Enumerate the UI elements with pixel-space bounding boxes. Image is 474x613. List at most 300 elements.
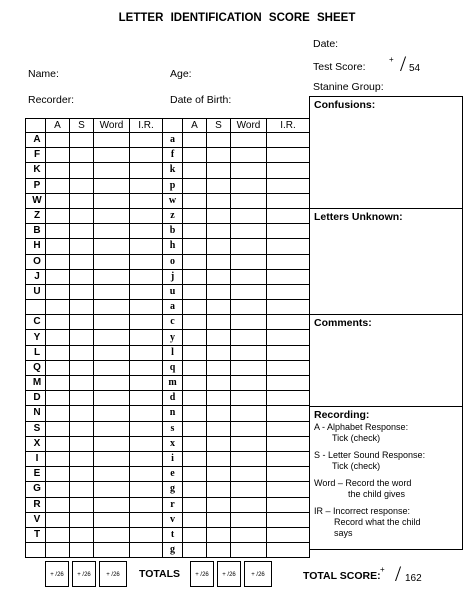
response-cell[interactable]	[94, 284, 130, 299]
response-cell[interactable]	[94, 254, 130, 269]
response-cell[interactable]	[183, 360, 207, 375]
response-cell[interactable]	[70, 482, 94, 497]
table-row	[26, 451, 310, 466]
response-cell[interactable]	[46, 421, 70, 436]
response-cell[interactable]	[130, 512, 163, 527]
uppercase-letter: O	[26, 254, 46, 269]
response-cell[interactable]	[267, 543, 310, 558]
response-cell[interactable]	[130, 315, 163, 330]
uppercase-letter: X	[26, 436, 46, 451]
uppercase-letter: V	[26, 512, 46, 527]
uppercase-letter: G	[26, 482, 46, 497]
response-cell[interactable]	[207, 512, 231, 527]
recording-box	[310, 407, 462, 547]
response-cell[interactable]	[130, 391, 163, 406]
response-cell[interactable]	[94, 497, 130, 512]
response-cell[interactable]	[183, 254, 207, 269]
response-cell[interactable]	[231, 451, 267, 466]
response-cell[interactable]	[207, 269, 231, 284]
response-cell[interactable]	[183, 239, 207, 254]
totals-label: TOTALS	[139, 568, 181, 580]
test-score-plus: +	[389, 55, 394, 64]
response-cell[interactable]	[207, 543, 231, 558]
response-cell[interactable]	[231, 376, 267, 391]
response-cell[interactable]	[46, 315, 70, 330]
response-cell[interactable]	[46, 193, 70, 208]
response-cell[interactable]	[70, 345, 94, 360]
lowercase-letter: l	[163, 345, 183, 360]
table-row	[26, 497, 310, 512]
response-cell[interactable]	[267, 148, 310, 163]
response-cell[interactable]	[94, 193, 130, 208]
response-cell[interactable]	[94, 178, 130, 193]
response-cell[interactable]	[46, 224, 70, 239]
table-row	[26, 482, 310, 497]
response-cell[interactable]	[183, 451, 207, 466]
response-cell[interactable]	[231, 193, 267, 208]
response-cell[interactable]	[70, 451, 94, 466]
response-cell[interactable]	[207, 148, 231, 163]
response-cell[interactable]	[94, 391, 130, 406]
uppercase-letter: R	[26, 497, 46, 512]
response-cell[interactable]	[46, 178, 70, 193]
lowercase-letter: k	[163, 163, 183, 178]
uppercase-letter: D	[26, 391, 46, 406]
response-cell[interactable]	[130, 193, 163, 208]
response-cell[interactable]	[231, 360, 267, 375]
response-cell[interactable]	[70, 391, 94, 406]
table-row	[26, 133, 310, 148]
response-cell[interactable]	[207, 345, 231, 360]
response-cell[interactable]	[207, 376, 231, 391]
response-cell[interactable]	[183, 467, 207, 482]
confusions-label: Confusions:	[314, 99, 376, 111]
response-cell[interactable]	[46, 269, 70, 284]
response-cell[interactable]	[183, 284, 207, 299]
response-cell[interactable]	[46, 360, 70, 375]
response-cell[interactable]	[231, 527, 267, 542]
response-cell[interactable]	[267, 224, 310, 239]
response-cell[interactable]	[94, 315, 130, 330]
response-cell[interactable]	[267, 497, 310, 512]
response-cell[interactable]	[94, 482, 130, 497]
response-cell[interactable]	[70, 330, 94, 345]
uppercase-letter	[26, 543, 46, 558]
response-cell[interactable]	[130, 269, 163, 284]
response-cell[interactable]	[207, 360, 231, 375]
response-cell[interactable]	[231, 178, 267, 193]
lowercase-letter: w	[163, 193, 183, 208]
response-cell[interactable]	[231, 239, 267, 254]
response-cell[interactable]	[130, 239, 163, 254]
response-cell[interactable]	[183, 163, 207, 178]
lowercase-letter: b	[163, 224, 183, 239]
response-cell[interactable]	[267, 315, 310, 330]
response-cell[interactable]	[231, 163, 267, 178]
response-cell[interactable]	[231, 543, 267, 558]
response-cell[interactable]	[70, 163, 94, 178]
table-row	[26, 284, 310, 299]
total-s-upper[interactable]: + /26	[72, 561, 96, 587]
response-cell[interactable]	[130, 300, 163, 315]
response-cell[interactable]	[46, 284, 70, 299]
response-cell[interactable]	[207, 436, 231, 451]
response-cell[interactable]	[130, 406, 163, 421]
response-cell[interactable]	[267, 360, 310, 375]
response-cell[interactable]	[130, 421, 163, 436]
response-cell[interactable]	[267, 406, 310, 421]
response-cell[interactable]	[70, 239, 94, 254]
response-cell[interactable]	[70, 148, 94, 163]
response-cell[interactable]	[183, 148, 207, 163]
response-cell[interactable]	[183, 406, 207, 421]
response-cell[interactable]	[207, 330, 231, 345]
response-cell[interactable]	[183, 300, 207, 315]
response-cell[interactable]	[70, 193, 94, 208]
response-cell[interactable]	[94, 330, 130, 345]
total-s-lower[interactable]: + /26	[217, 561, 241, 587]
response-cell[interactable]	[183, 269, 207, 284]
response-cell[interactable]	[46, 300, 70, 315]
recording-item: Record what the child	[334, 517, 421, 527]
response-cell[interactable]	[94, 208, 130, 223]
column-header	[163, 119, 183, 133]
response-cell[interactable]	[183, 315, 207, 330]
table-row	[26, 178, 310, 193]
response-cell[interactable]	[70, 543, 94, 558]
response-cell[interactable]	[94, 467, 130, 482]
response-cell[interactable]	[267, 193, 310, 208]
response-cell[interactable]	[70, 512, 94, 527]
total-word-upper[interactable]: + /26	[99, 561, 127, 587]
response-cell[interactable]	[207, 482, 231, 497]
response-cell[interactable]	[207, 208, 231, 223]
response-cell[interactable]	[207, 451, 231, 466]
response-cell[interactable]	[94, 421, 130, 436]
response-cell[interactable]	[46, 376, 70, 391]
response-cell[interactable]	[267, 527, 310, 542]
lowercase-letter: n	[163, 406, 183, 421]
response-cell[interactable]	[207, 224, 231, 239]
table-row	[26, 269, 310, 284]
column-header: S	[207, 119, 231, 133]
response-cell[interactable]	[46, 239, 70, 254]
response-cell[interactable]	[94, 512, 130, 527]
response-cell[interactable]	[70, 254, 94, 269]
response-cell[interactable]	[267, 300, 310, 315]
table-row	[26, 300, 310, 315]
response-cell[interactable]	[46, 163, 70, 178]
response-cell[interactable]	[46, 148, 70, 163]
response-cell[interactable]	[130, 467, 163, 482]
lowercase-letter: s	[163, 421, 183, 436]
response-cell[interactable]	[231, 254, 267, 269]
response-cell[interactable]	[46, 527, 70, 542]
totals-row	[0, 561, 474, 589]
response-cell[interactable]	[46, 436, 70, 451]
response-cell[interactable]	[46, 406, 70, 421]
response-cell[interactable]	[130, 543, 163, 558]
response-cell[interactable]	[94, 133, 130, 148]
response-cell[interactable]	[267, 239, 310, 254]
uppercase-letter: E	[26, 467, 46, 482]
column-header: A	[183, 119, 207, 133]
response-cell[interactable]	[130, 376, 163, 391]
response-cell[interactable]	[46, 543, 70, 558]
response-cell[interactable]	[130, 254, 163, 269]
response-cell[interactable]	[231, 148, 267, 163]
response-cell[interactable]	[267, 512, 310, 527]
table-row	[26, 208, 310, 223]
response-cell[interactable]	[183, 224, 207, 239]
response-cell[interactable]	[130, 178, 163, 193]
response-cell[interactable]	[231, 224, 267, 239]
response-cell[interactable]	[70, 315, 94, 330]
response-cell[interactable]	[183, 527, 207, 542]
response-cell[interactable]	[94, 436, 130, 451]
response-cell[interactable]	[46, 512, 70, 527]
response-cell[interactable]	[231, 300, 267, 315]
response-cell[interactable]	[207, 284, 231, 299]
response-cell[interactable]	[70, 421, 94, 436]
response-cell[interactable]	[231, 330, 267, 345]
table-row	[26, 512, 310, 527]
response-cell[interactable]	[130, 133, 163, 148]
response-cell[interactable]	[46, 391, 70, 406]
response-cell[interactable]	[231, 133, 267, 148]
response-cell[interactable]	[46, 497, 70, 512]
response-cell[interactable]	[183, 376, 207, 391]
response-cell[interactable]	[231, 391, 267, 406]
response-cell[interactable]	[70, 360, 94, 375]
response-cell[interactable]	[130, 148, 163, 163]
response-cell[interactable]	[70, 208, 94, 223]
uppercase-letter: W	[26, 193, 46, 208]
response-cell[interactable]	[183, 543, 207, 558]
response-cell[interactable]	[183, 421, 207, 436]
total-word-lower[interactable]: + /26	[244, 561, 272, 587]
response-cell[interactable]	[94, 163, 130, 178]
response-cell[interactable]	[94, 300, 130, 315]
response-cell[interactable]	[183, 133, 207, 148]
dob-label: Date of Birth:	[170, 94, 232, 106]
response-cell[interactable]	[267, 178, 310, 193]
lowercase-letter: r	[163, 497, 183, 512]
recording-item: Word – Record the word	[314, 478, 412, 488]
response-cell[interactable]	[130, 482, 163, 497]
response-cell[interactable]	[183, 178, 207, 193]
response-cell[interactable]	[231, 208, 267, 223]
response-cell[interactable]	[130, 163, 163, 178]
response-cell[interactable]	[231, 269, 267, 284]
response-cell[interactable]	[46, 345, 70, 360]
table-row	[26, 467, 310, 482]
response-cell[interactable]	[183, 512, 207, 527]
table-row	[26, 543, 310, 558]
table-row	[26, 163, 310, 178]
response-cell[interactable]	[207, 406, 231, 421]
response-cell[interactable]	[130, 330, 163, 345]
response-cell[interactable]	[267, 391, 310, 406]
response-cell[interactable]	[267, 284, 310, 299]
response-cell[interactable]	[231, 345, 267, 360]
total-a-lower[interactable]: + /26	[190, 561, 214, 587]
response-cell[interactable]	[70, 467, 94, 482]
uppercase-letter: F	[26, 148, 46, 163]
response-cell[interactable]	[94, 148, 130, 163]
notes-column	[309, 96, 463, 550]
response-cell[interactable]	[267, 421, 310, 436]
response-cell[interactable]	[207, 497, 231, 512]
comments-label: Comments:	[314, 317, 372, 329]
response-cell[interactable]	[70, 133, 94, 148]
response-cell[interactable]	[94, 239, 130, 254]
response-cell[interactable]	[130, 497, 163, 512]
table-row	[26, 391, 310, 406]
response-cell[interactable]	[46, 254, 70, 269]
lowercase-letter: j	[163, 269, 183, 284]
response-cell[interactable]	[130, 284, 163, 299]
response-cell[interactable]	[231, 497, 267, 512]
lowercase-letter: a	[163, 133, 183, 148]
response-cell[interactable]	[267, 163, 310, 178]
response-cell[interactable]	[183, 208, 207, 223]
uppercase-letter: Q	[26, 360, 46, 375]
response-cell[interactable]	[231, 436, 267, 451]
response-cell[interactable]	[70, 497, 94, 512]
total-score-plus: +	[380, 565, 385, 574]
lowercase-letter: g	[163, 543, 183, 558]
response-cell[interactable]	[94, 269, 130, 284]
recording-item: S - Letter Sound Response:	[314, 450, 426, 460]
response-cell[interactable]	[207, 239, 231, 254]
response-cell[interactable]	[46, 330, 70, 345]
response-cell[interactable]	[267, 482, 310, 497]
confusions-box[interactable]	[310, 97, 462, 209]
column-header: A	[46, 119, 70, 133]
uppercase-letter: S	[26, 421, 46, 436]
response-cell[interactable]	[267, 376, 310, 391]
response-cell[interactable]	[267, 345, 310, 360]
response-cell[interactable]	[46, 451, 70, 466]
response-cell[interactable]	[207, 178, 231, 193]
response-cell[interactable]	[130, 224, 163, 239]
response-cell[interactable]	[183, 193, 207, 208]
response-cell[interactable]	[207, 163, 231, 178]
response-cell[interactable]	[46, 208, 70, 223]
response-cell[interactable]	[267, 254, 310, 269]
letter-table	[25, 118, 310, 558]
response-cell[interactable]	[70, 224, 94, 239]
response-cell[interactable]	[70, 376, 94, 391]
response-cell[interactable]	[94, 376, 130, 391]
response-cell[interactable]	[70, 406, 94, 421]
response-cell[interactable]	[94, 360, 130, 375]
response-cell[interactable]	[231, 467, 267, 482]
response-cell[interactable]	[130, 527, 163, 542]
response-cell[interactable]	[231, 512, 267, 527]
response-cell[interactable]	[207, 315, 231, 330]
response-cell[interactable]	[94, 345, 130, 360]
response-cell[interactable]	[130, 436, 163, 451]
response-cell[interactable]	[207, 133, 231, 148]
response-cell[interactable]	[231, 482, 267, 497]
response-cell[interactable]	[94, 224, 130, 239]
response-cell[interactable]	[46, 133, 70, 148]
uppercase-letter: B	[26, 224, 46, 239]
letters-unknown-box[interactable]	[310, 209, 462, 315]
response-cell[interactable]	[46, 482, 70, 497]
response-cell[interactable]	[183, 436, 207, 451]
response-cell[interactable]	[130, 208, 163, 223]
response-cell[interactable]	[94, 451, 130, 466]
response-cell[interactable]	[267, 208, 310, 223]
response-cell[interactable]	[231, 421, 267, 436]
response-cell[interactable]	[267, 133, 310, 148]
total-a-upper[interactable]: + /26	[45, 561, 69, 587]
response-cell[interactable]	[183, 497, 207, 512]
lowercase-letter: g	[163, 482, 183, 497]
comments-box[interactable]	[310, 315, 462, 407]
uppercase-letter: J	[26, 269, 46, 284]
response-cell[interactable]	[183, 345, 207, 360]
response-cell[interactable]	[207, 300, 231, 315]
response-cell[interactable]	[70, 269, 94, 284]
response-cell[interactable]	[94, 406, 130, 421]
response-cell[interactable]	[70, 527, 94, 542]
response-cell[interactable]	[130, 360, 163, 375]
table-row	[26, 345, 310, 360]
response-cell[interactable]	[207, 467, 231, 482]
response-cell[interactable]	[70, 436, 94, 451]
response-cell[interactable]	[267, 436, 310, 451]
response-cell[interactable]	[267, 330, 310, 345]
response-cell[interactable]	[267, 269, 310, 284]
response-cell[interactable]	[207, 391, 231, 406]
response-cell[interactable]	[183, 482, 207, 497]
response-cell[interactable]	[70, 284, 94, 299]
response-cell[interactable]	[46, 467, 70, 482]
response-cell[interactable]	[183, 330, 207, 345]
response-cell[interactable]	[130, 345, 163, 360]
recorder-label: Recorder:	[28, 94, 75, 106]
response-cell[interactable]	[70, 178, 94, 193]
response-cell[interactable]	[207, 193, 231, 208]
recording-item: IR – Incorrect response:	[314, 506, 411, 516]
table-row	[26, 376, 310, 391]
table-row	[26, 436, 310, 451]
response-cell[interactable]	[231, 406, 267, 421]
uppercase-letter: K	[26, 163, 46, 178]
response-cell[interactable]	[231, 315, 267, 330]
uppercase-letter: T	[26, 527, 46, 542]
response-cell[interactable]	[267, 467, 310, 482]
date-label: Date:	[313, 38, 339, 50]
response-cell[interactable]	[231, 284, 267, 299]
response-cell[interactable]	[94, 543, 130, 558]
response-cell[interactable]	[183, 391, 207, 406]
response-cell[interactable]	[94, 527, 130, 542]
response-cell[interactable]	[267, 451, 310, 466]
response-cell[interactable]	[207, 527, 231, 542]
response-cell[interactable]	[70, 300, 94, 315]
lowercase-letter: a	[163, 300, 183, 315]
recording-item: A - Alphabet Response:	[314, 422, 409, 432]
response-cell[interactable]	[207, 254, 231, 269]
response-cell[interactable]	[207, 421, 231, 436]
response-cell[interactable]	[130, 451, 163, 466]
test-score-denominator: 54	[409, 63, 421, 74]
